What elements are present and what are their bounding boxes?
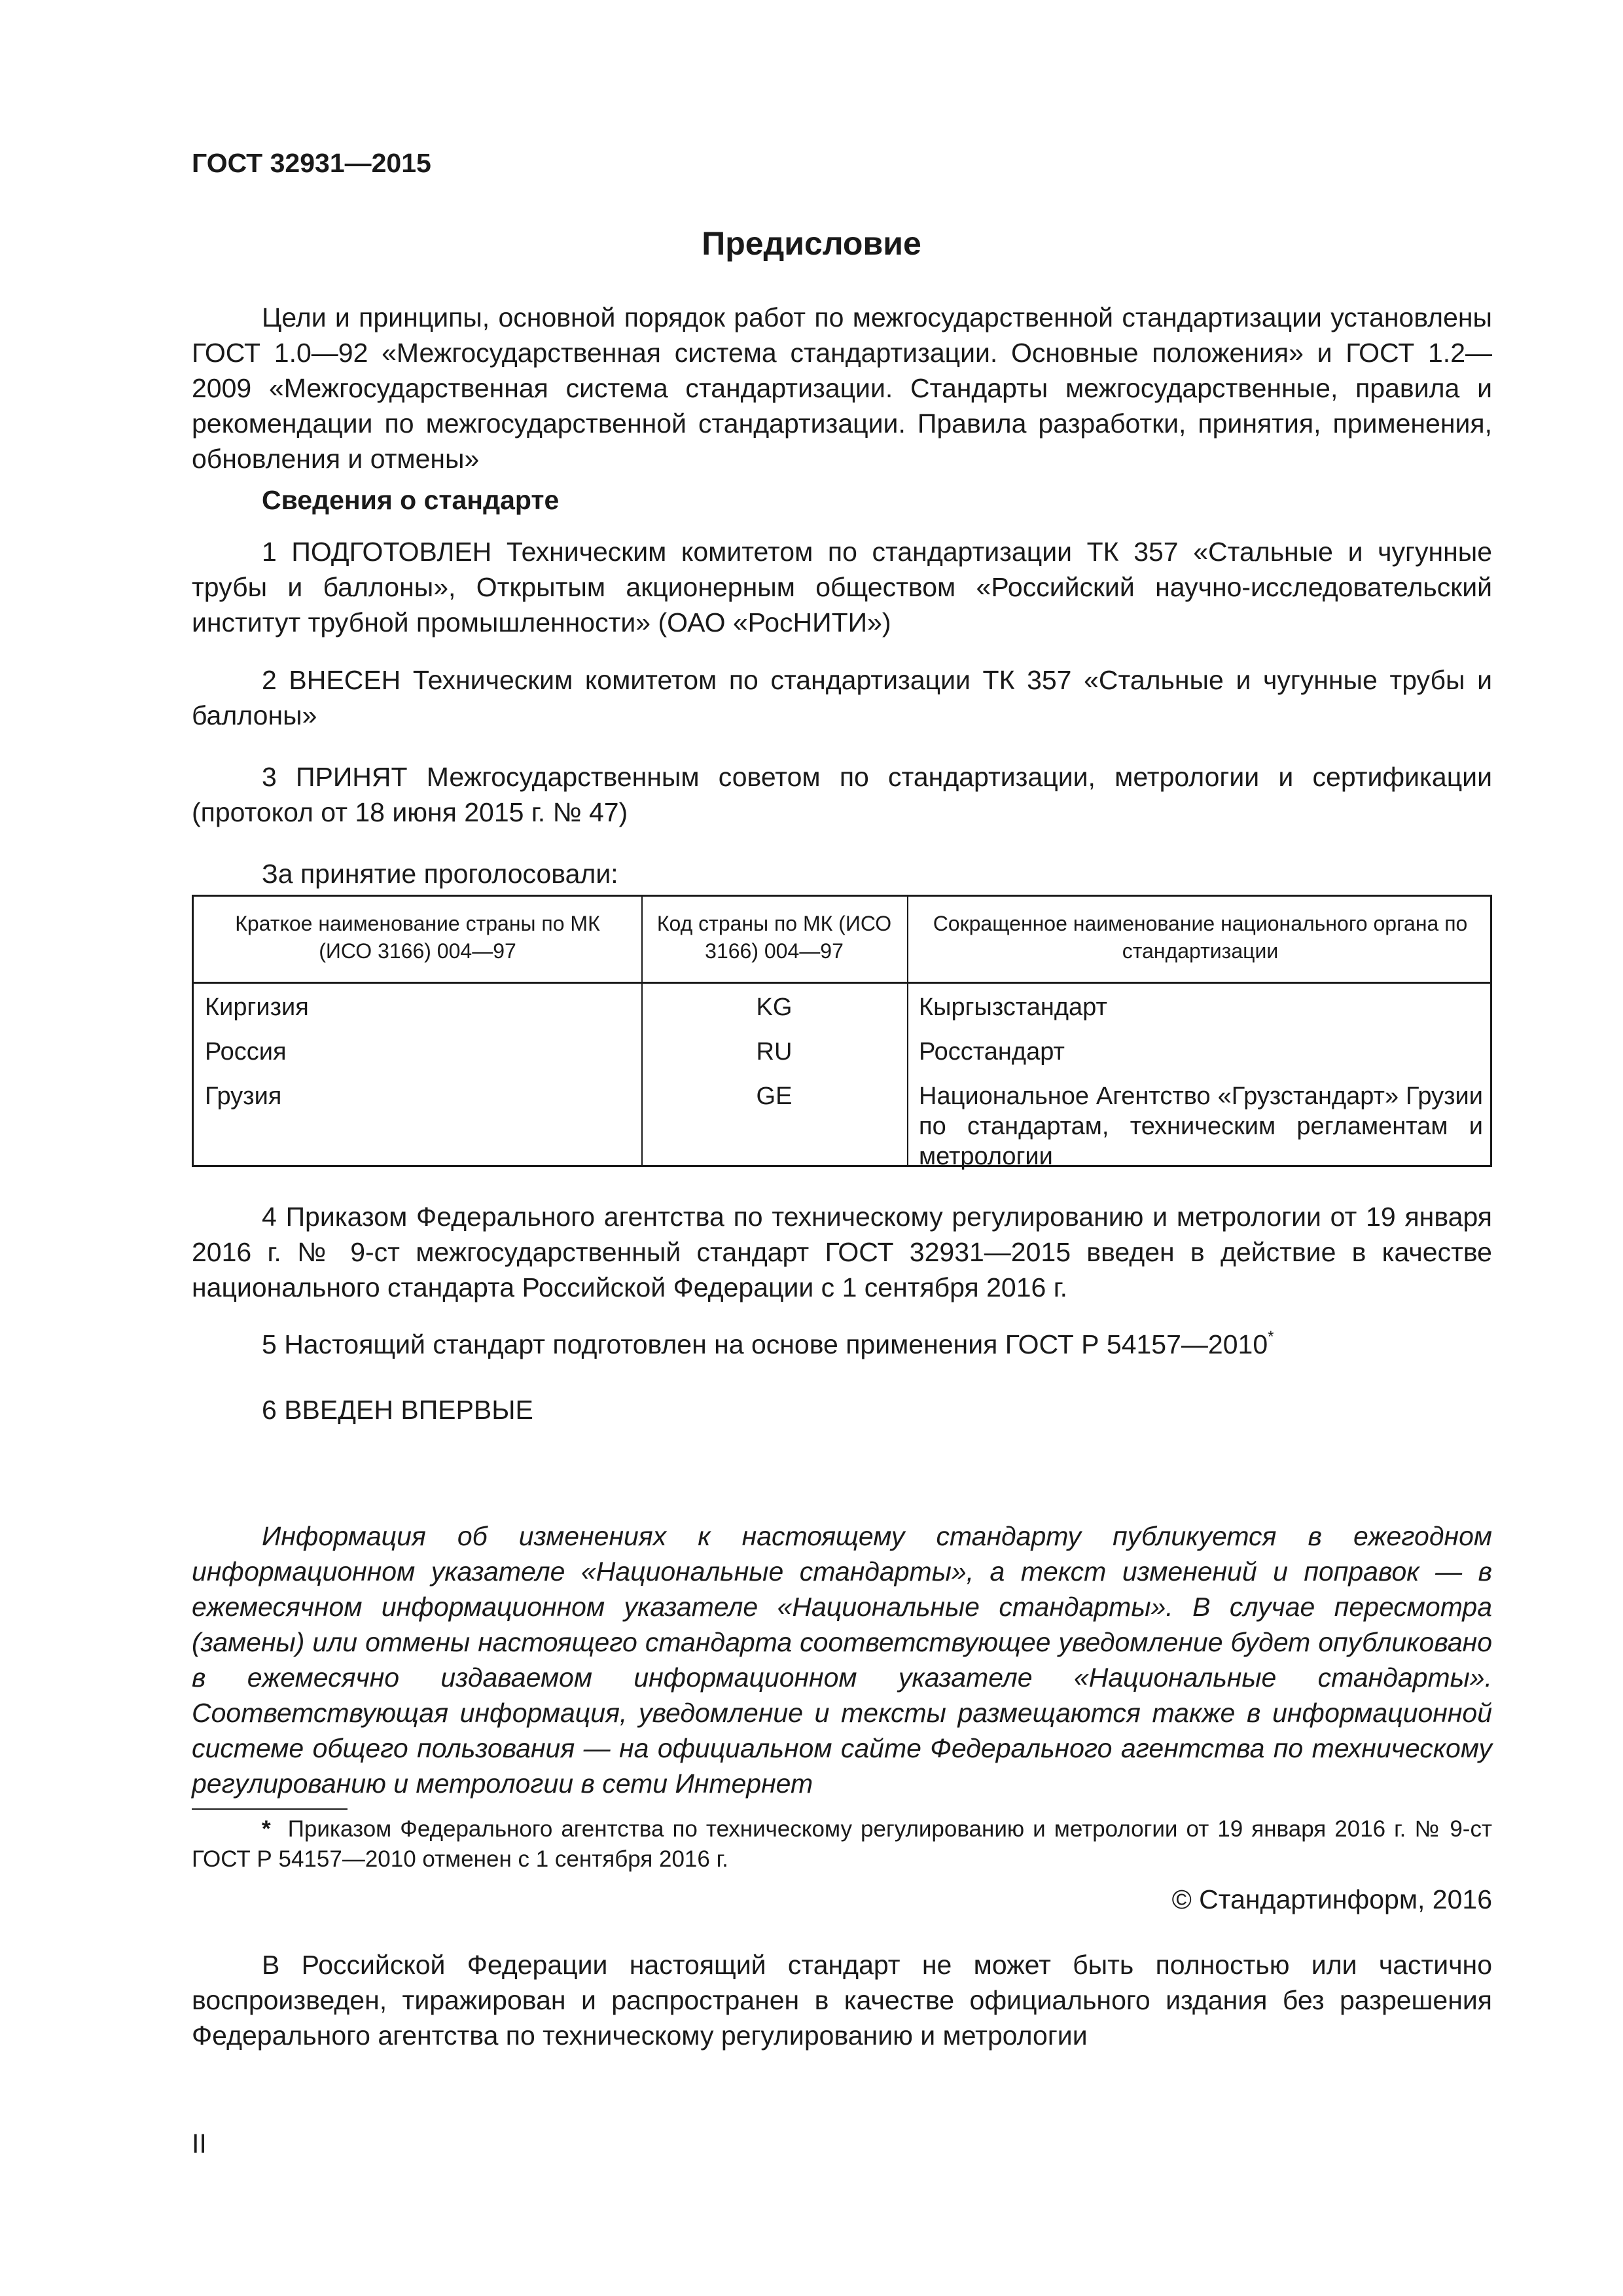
table-cell-body: Росстандарт (919, 1038, 1065, 1066)
item-2-submitted: 2 ВНЕСЕН Техническим комитетом по стандартизации ТК 357 «Стальные и чугунные трубы и баллоны» (192, 665, 1492, 730)
item-1-prepared: 1 ПОДГОТОВЛЕН Техническим комитетом по стандартизации ТК 357 «Стальные и чугунные трубы и баллоны», Открытым акционерным обществом «Российский научно-исследовательский институт трубной промышленности» (ОАО «РосНИТИ») (192, 537, 1492, 637)
table-cell-body: Национальное Агентство «Грузстандарт» Грузии по стандартам, техническим регламентам и метрологии (919, 1083, 1483, 1170)
item-5-based-on (262, 1327, 1274, 1362)
item-6-first-introduced: 6 ВВЕДЕН ВПЕРВЫЕ (262, 1395, 533, 1425)
table-cell-country: Грузия (205, 1083, 282, 1110)
table-column-divider (907, 897, 908, 1165)
footnote-divider (192, 1808, 348, 1810)
item-5-text: 5 Настоящий стандарт подготовлен на основе применения ГОСТ Р 54157—2010 (262, 1329, 1268, 1359)
copyright: © Стандартинформ, 2016 (1171, 1884, 1492, 1914)
footnote-reference: * (1268, 1328, 1274, 1346)
table-cell-code: GE (756, 1083, 793, 1110)
votes-label: За принятие проголосовали: (262, 859, 618, 889)
table-header-country: Краткое наименование страны по МК (ИСО 3166) 004—97 (235, 912, 600, 963)
intro-paragraph: Цели и принципы, основной порядок работ по межгосударственной стандартизации установлены ГОСТ 1.0—92 «Межгосударственная система стандартизации. Основные положения» и ГОСТ 1.2—2009 «Межгосударственная система стандартизации. Стандарты межгосударственные, правила и рекомендации по межгосударственной стандартизации. Правила разработки, принятия, применения, обновления и отмены» (192, 302, 1492, 474)
rights-notice: В Российской Федерации настоящий стандарт не может быть полностью или частично воспроизведен, тиражирован и распространен в качестве официального издания без разрешения Федерального агентства по техническому регулированию и метрологии (192, 1950, 1492, 2051)
footnote (192, 1814, 1492, 1874)
table-cell-country: Россия (205, 1038, 287, 1066)
footnote-mark: * (262, 1816, 271, 1842)
document-code: ГОСТ 32931—2015 (192, 148, 431, 178)
section-heading: Сведения о стандарте (262, 485, 560, 515)
item-3-adopted: 3 ПРИНЯТ Межгосударственным советом по стандартизации, метрологии и сертификации (протокол от 18 июня 2015 г. № 47) (192, 762, 1492, 827)
table-header-body: Сокращенное наименование национального органа по стандартизации (933, 912, 1468, 963)
table-header-code: Код страны по МК (ИСО 3166) 004—97 (656, 912, 892, 963)
page-title: Предисловие (702, 225, 921, 262)
table-header-divider (194, 982, 1490, 984)
changes-information-notice: Информация об изменениях к настоящему стандарту публикуется в ежегодном информационном указателе «Национальные стандарты», а текст изменений и поправок — в ежемесячном информационном указателе «Национальные стандарты». В случае пересмотра (замены) или отмены настоящего стандарта соответствующее уведомление будет опубликовано в ежемесячно издаваемом информационном указателе «Национальные стандарты». Соответствующая информация, уведомление и тексты размещаются также в информационной системе общего пользования — на официальном сайте Федерального агентства по техническому регулированию и метрологии в сети Интернет (192, 1521, 1492, 1799)
item-4-enacted: 4 Приказом Федерального агентства по техническому регулированию и метрологии от 19 января 2016 г. № 9-ст межгосударственный стандарт ГОСТ 32931—2015 введен в действие в качестве национального стандарта Российской Федерации с 1 сентября 2016 г. (192, 1202, 1492, 1302)
table-column-divider (641, 897, 643, 1165)
votes-table (192, 895, 1492, 1170)
page-number: II (192, 2128, 207, 2159)
table-cell-code: RU (756, 1038, 793, 1066)
table-cell-country: Киргизия (205, 994, 309, 1021)
footnote-text: Приказом Федерального агентства по техническому регулированию и метрологии от 19 января 2016 г. № 9-ст ГОСТ Р 54157—2010 отменен с 1 сентября 2016 г. (192, 1816, 1492, 1872)
table-cell-body: Кыргызстандарт (919, 994, 1107, 1021)
table-cell-code: KG (756, 994, 793, 1021)
